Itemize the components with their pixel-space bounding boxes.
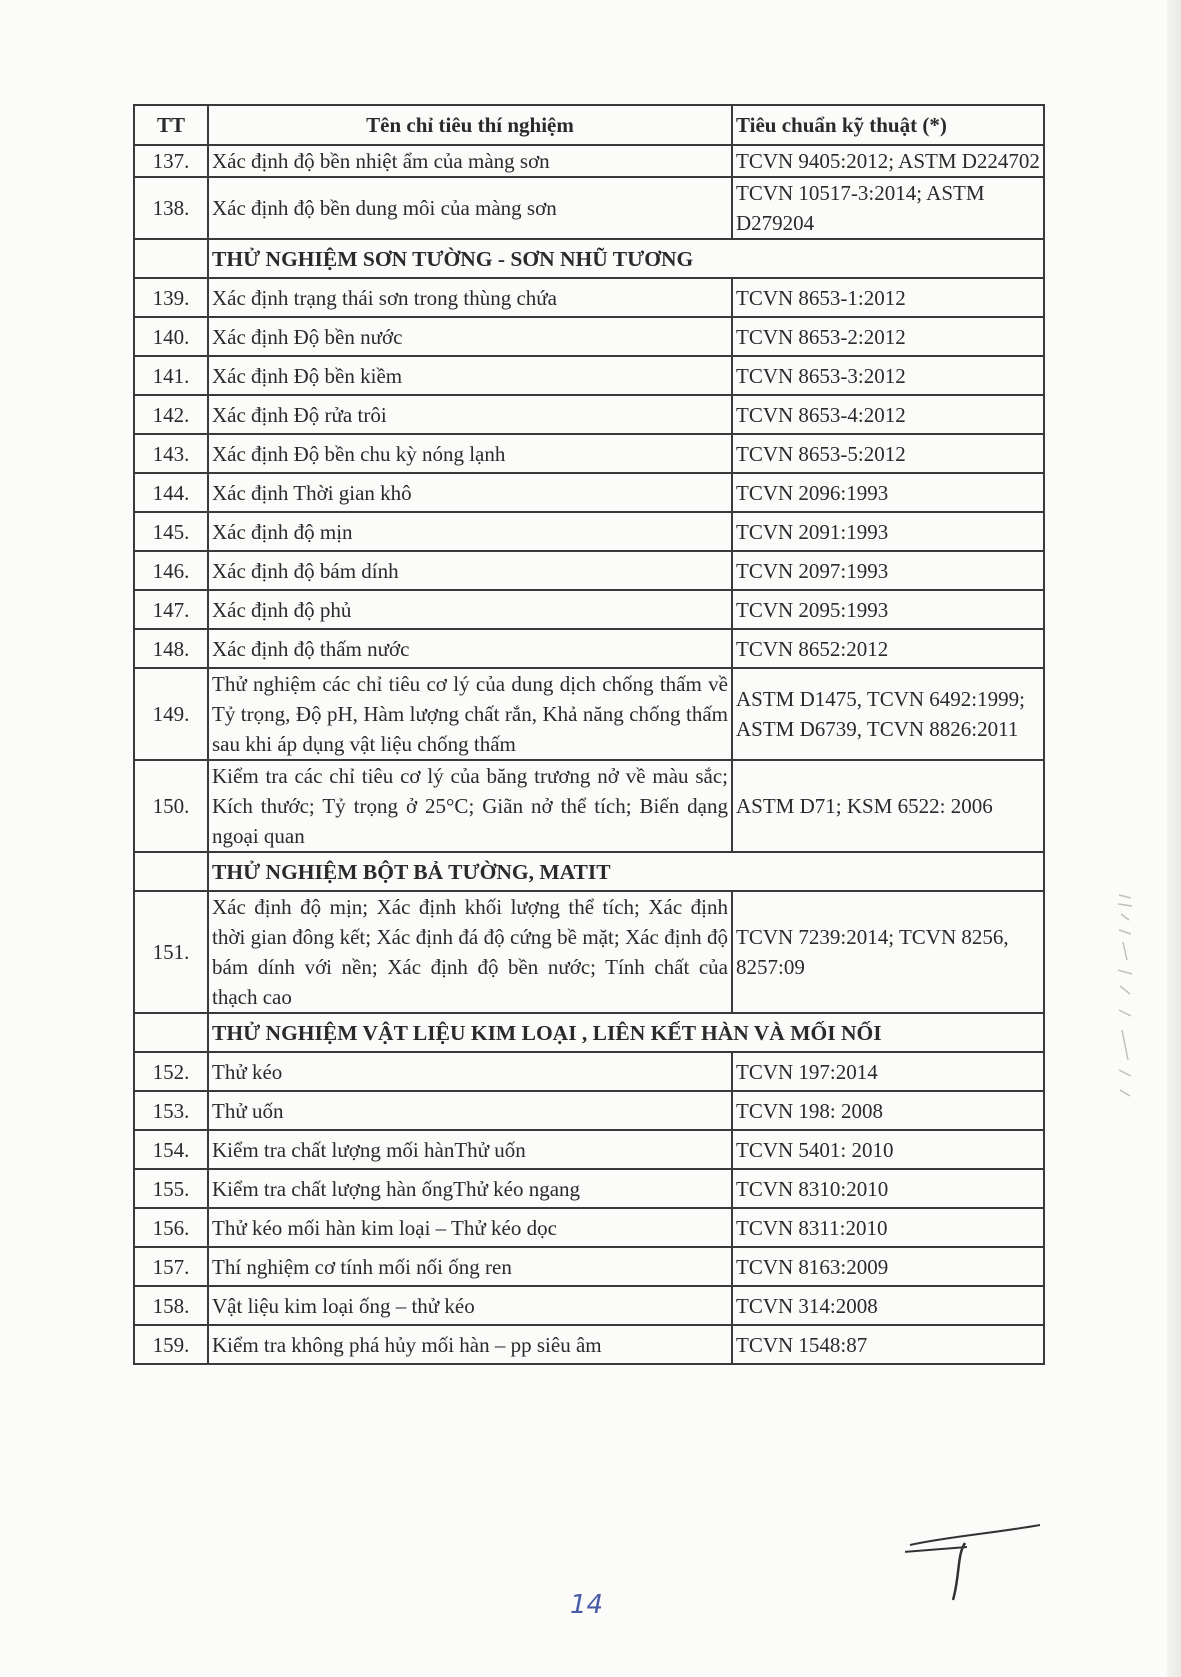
table-row	[134, 1091, 1044, 1130]
row-number: 159.	[134, 1325, 208, 1364]
row-standard: TCVN 314:2008	[732, 1286, 1044, 1325]
row-number: 137.	[134, 145, 208, 177]
row-test-name: Vật liệu kim loại ống – thử kéo	[208, 1286, 732, 1325]
row-number: 145.	[134, 512, 208, 551]
section-tt-cell	[134, 239, 208, 278]
row-standard: TCVN 2096:1993	[732, 473, 1044, 512]
row-number: 138.	[134, 177, 208, 239]
row-number: 147.	[134, 590, 208, 629]
row-number: 139.	[134, 278, 208, 317]
signature-mark	[905, 1515, 1045, 1605]
section-header-row	[134, 239, 1044, 278]
table-row	[134, 1130, 1044, 1169]
table-body	[134, 145, 1044, 1364]
section-title: THỬ NGHIỆM SƠN TƯỜNG - SƠN NHŨ TƯƠNG	[208, 239, 1044, 278]
row-test-name: Xác định độ bám dính	[208, 551, 732, 590]
row-test-name: Kiểm tra chất lượng mối hànThử uốn	[208, 1130, 732, 1169]
test-standards-table	[133, 104, 1045, 1365]
row-test-name: Xác định trạng thái sơn trong thùng chứa	[208, 278, 732, 317]
section-tt-cell	[134, 1013, 208, 1052]
table-row	[134, 760, 1044, 852]
margin-stamp-mark	[1113, 890, 1137, 1110]
table-row	[134, 551, 1044, 590]
header-standard: Tiêu chuẩn kỹ thuật (*)	[732, 105, 1044, 145]
row-standard: TCVN 5401: 2010	[732, 1130, 1044, 1169]
table-row	[134, 1286, 1044, 1325]
scan-edge	[1167, 0, 1181, 1677]
row-number: 146.	[134, 551, 208, 590]
table-row	[134, 1247, 1044, 1286]
row-standard: TCVN 8652:2012	[732, 629, 1044, 668]
row-test-name: Xác định độ phủ	[208, 590, 732, 629]
table-row	[134, 512, 1044, 551]
section-header-row	[134, 852, 1044, 891]
table-row	[134, 1325, 1044, 1364]
row-test-name: Thử nghiệm các chỉ tiêu cơ lý của dung dịch chống thấm về Tỷ trọng, Độ pH, Hàm lượng chất rắn, Khả năng chống thấm sau khi áp dụng vật liệu chống thấm	[208, 668, 732, 760]
row-standard: TCVN 8653-1:2012	[732, 278, 1044, 317]
row-number: 154.	[134, 1130, 208, 1169]
table-row	[134, 278, 1044, 317]
row-test-name: Xác định Độ bền nước	[208, 317, 732, 356]
row-standard: TCVN 8653-4:2012	[732, 395, 1044, 434]
table-row	[134, 629, 1044, 668]
row-test-name: Kiểm tra chất lượng hàn ốngThử kéo ngang	[208, 1169, 732, 1208]
table-row	[134, 891, 1044, 1013]
row-standard: TCVN 10517-3:2014; ASTM D279204	[732, 177, 1044, 239]
section-tt-cell	[134, 852, 208, 891]
row-number: 156.	[134, 1208, 208, 1247]
table-row	[134, 177, 1044, 239]
row-standard: TCVN 8653-2:2012	[732, 317, 1044, 356]
row-test-name: Kiểm tra không phá hủy mối hàn – pp siêu âm	[208, 1325, 732, 1364]
row-standard: TCVN 2095:1993	[732, 590, 1044, 629]
table-row	[134, 395, 1044, 434]
row-standard: ASTM D1475, TCVN 6492:1999; ASTM D6739, TCVN 8826:2011	[732, 668, 1044, 760]
row-number: 143.	[134, 434, 208, 473]
table-row	[134, 1208, 1044, 1247]
row-test-name: Thử uốn	[208, 1091, 732, 1130]
row-test-name: Xác định độ bền nhiệt ẩm của màng sơn	[208, 145, 732, 177]
row-standard: TCVN 9405:2012; ASTM D224702	[732, 145, 1044, 177]
row-test-name: Xác định độ bền dung môi của màng sơn	[208, 177, 732, 239]
row-number: 153.	[134, 1091, 208, 1130]
row-standard: ASTM D71; KSM 6522: 2006	[732, 760, 1044, 852]
table-row	[134, 668, 1044, 760]
row-standard: TCVN 8310:2010	[732, 1169, 1044, 1208]
row-standard: TCVN 197:2014	[732, 1052, 1044, 1091]
row-test-name: Thí nghiệm cơ tính mối nối ống ren	[208, 1247, 732, 1286]
section-title: THỬ NGHIỆM BỘT BẢ TƯỜNG, MATIT	[208, 852, 1044, 891]
row-standard: TCVN 2097:1993	[732, 551, 1044, 590]
row-number: 155.	[134, 1169, 208, 1208]
row-test-name: Xác định Độ bền chu kỳ nóng lạnh	[208, 434, 732, 473]
table-row	[134, 356, 1044, 395]
row-test-name: Xác định Thời gian khô	[208, 473, 732, 512]
row-number: 157.	[134, 1247, 208, 1286]
section-title: THỬ NGHIỆM VẬT LIỆU KIM LOẠI , LIÊN KẾT HÀN VÀ MỐI NỐI	[208, 1013, 1044, 1052]
row-number: 144.	[134, 473, 208, 512]
row-standard: TCVN 8653-3:2012	[732, 356, 1044, 395]
row-standard: TCVN 8311:2010	[732, 1208, 1044, 1247]
row-test-name: Xác định độ mịn	[208, 512, 732, 551]
row-test-name: Xác định Độ rửa trôi	[208, 395, 732, 434]
row-standard: TCVN 198: 2008	[732, 1091, 1044, 1130]
row-number: 142.	[134, 395, 208, 434]
row-number: 148.	[134, 629, 208, 668]
row-test-name: Xác định độ mịn; Xác định khối lượng thể tích; Xác định thời gian đông kết; Xác định đá độ cứng bề mặt; Xác định độ bám dính với nền; Xác định độ bền nước; Tính chất của thạch cao	[208, 891, 732, 1013]
table-header-row	[134, 105, 1044, 145]
table-row	[134, 590, 1044, 629]
row-number: 141.	[134, 356, 208, 395]
row-standard: TCVN 8163:2009	[732, 1247, 1044, 1286]
row-test-name: Thử kéo mối hàn kim loại – Thử kéo dọc	[208, 1208, 732, 1247]
table-row	[134, 1169, 1044, 1208]
section-header-row	[134, 1013, 1044, 1052]
table-row	[134, 1052, 1044, 1091]
row-number: 152.	[134, 1052, 208, 1091]
row-standard: TCVN 8653-5:2012	[732, 434, 1044, 473]
row-number: 149.	[134, 668, 208, 760]
page-number: 14	[570, 1590, 604, 1620]
row-test-name: Xác định Độ bền kiềm	[208, 356, 732, 395]
row-number: 150.	[134, 760, 208, 852]
row-number: 158.	[134, 1286, 208, 1325]
row-number: 151.	[134, 891, 208, 1013]
header-tt: TT	[134, 105, 208, 145]
row-standard: TCVN 7239:2014; TCVN 8256, 8257:09	[732, 891, 1044, 1013]
header-test-name: Tên chỉ tiêu thí nghiệm	[208, 105, 732, 145]
row-test-name: Thử kéo	[208, 1052, 732, 1091]
table-row	[134, 145, 1044, 177]
row-standard: TCVN 2091:1993	[732, 512, 1044, 551]
row-test-name: Xác định độ thấm nước	[208, 629, 732, 668]
table-row	[134, 317, 1044, 356]
row-test-name: Kiểm tra các chỉ tiêu cơ lý của băng trương nở về màu sắc; Kích thước; Tỷ trọng ở 25°C; Giãn nở thể tích; Biến dạng ngoại quan	[208, 760, 732, 852]
row-standard: TCVN 1548:87	[732, 1325, 1044, 1364]
table-row	[134, 434, 1044, 473]
row-number: 140.	[134, 317, 208, 356]
table-row	[134, 473, 1044, 512]
